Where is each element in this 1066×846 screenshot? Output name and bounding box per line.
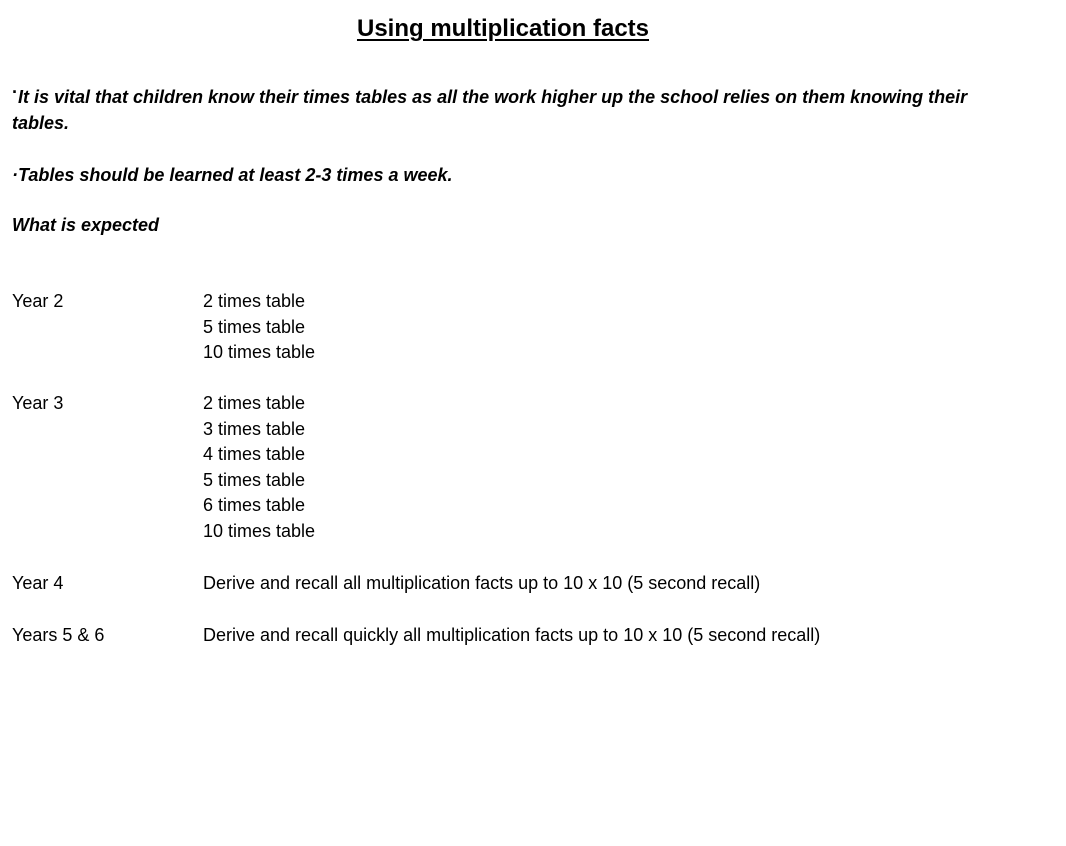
bullet-vital	[12, 84, 972, 136]
table-item: 6 times table	[203, 495, 306, 516]
table-list	[203, 391, 315, 545]
table-list	[203, 623, 820, 649]
table-list	[203, 571, 760, 597]
table-item: 3 times table	[203, 418, 306, 439]
table-item: Derive and recall all multiplication facts up to 10 x 10 (5 second recall)	[203, 573, 761, 593]
bullet-text: Tables should be learned at least 2-3 times a week.	[18, 165, 453, 185]
year-label: Year 3	[12, 393, 64, 413]
table-item: 5 times table	[203, 316, 306, 337]
table-item: 2 times table	[203, 393, 306, 413]
year-label: Year 4	[12, 573, 64, 593]
table-list	[203, 289, 315, 366]
year-label: Year 2	[12, 291, 64, 311]
table-item: 4 times table	[203, 444, 306, 465]
expected-heading: What is expected	[12, 215, 160, 235]
page-title: Using multiplication facts	[356, 15, 650, 42]
bullet-text: It is vital that children know their times tables as all the work higher up the school relies on them knowing their tables.	[12, 87, 968, 133]
table-item: 10 times table	[203, 520, 316, 541]
table-item: 5 times table	[203, 469, 306, 490]
table-item: 2 times table	[203, 291, 306, 311]
bullet-marker: ·	[12, 82, 18, 102]
year-label: Years 5 & 6	[12, 625, 105, 645]
bullet-marker: ·	[12, 165, 18, 185]
bullet-frequency	[12, 162, 972, 188]
table-item: Derive and recall quickly all multiplication facts up to 10 x 10 (5 second recall)	[203, 625, 821, 645]
table-item: 10 times table	[203, 342, 316, 363]
